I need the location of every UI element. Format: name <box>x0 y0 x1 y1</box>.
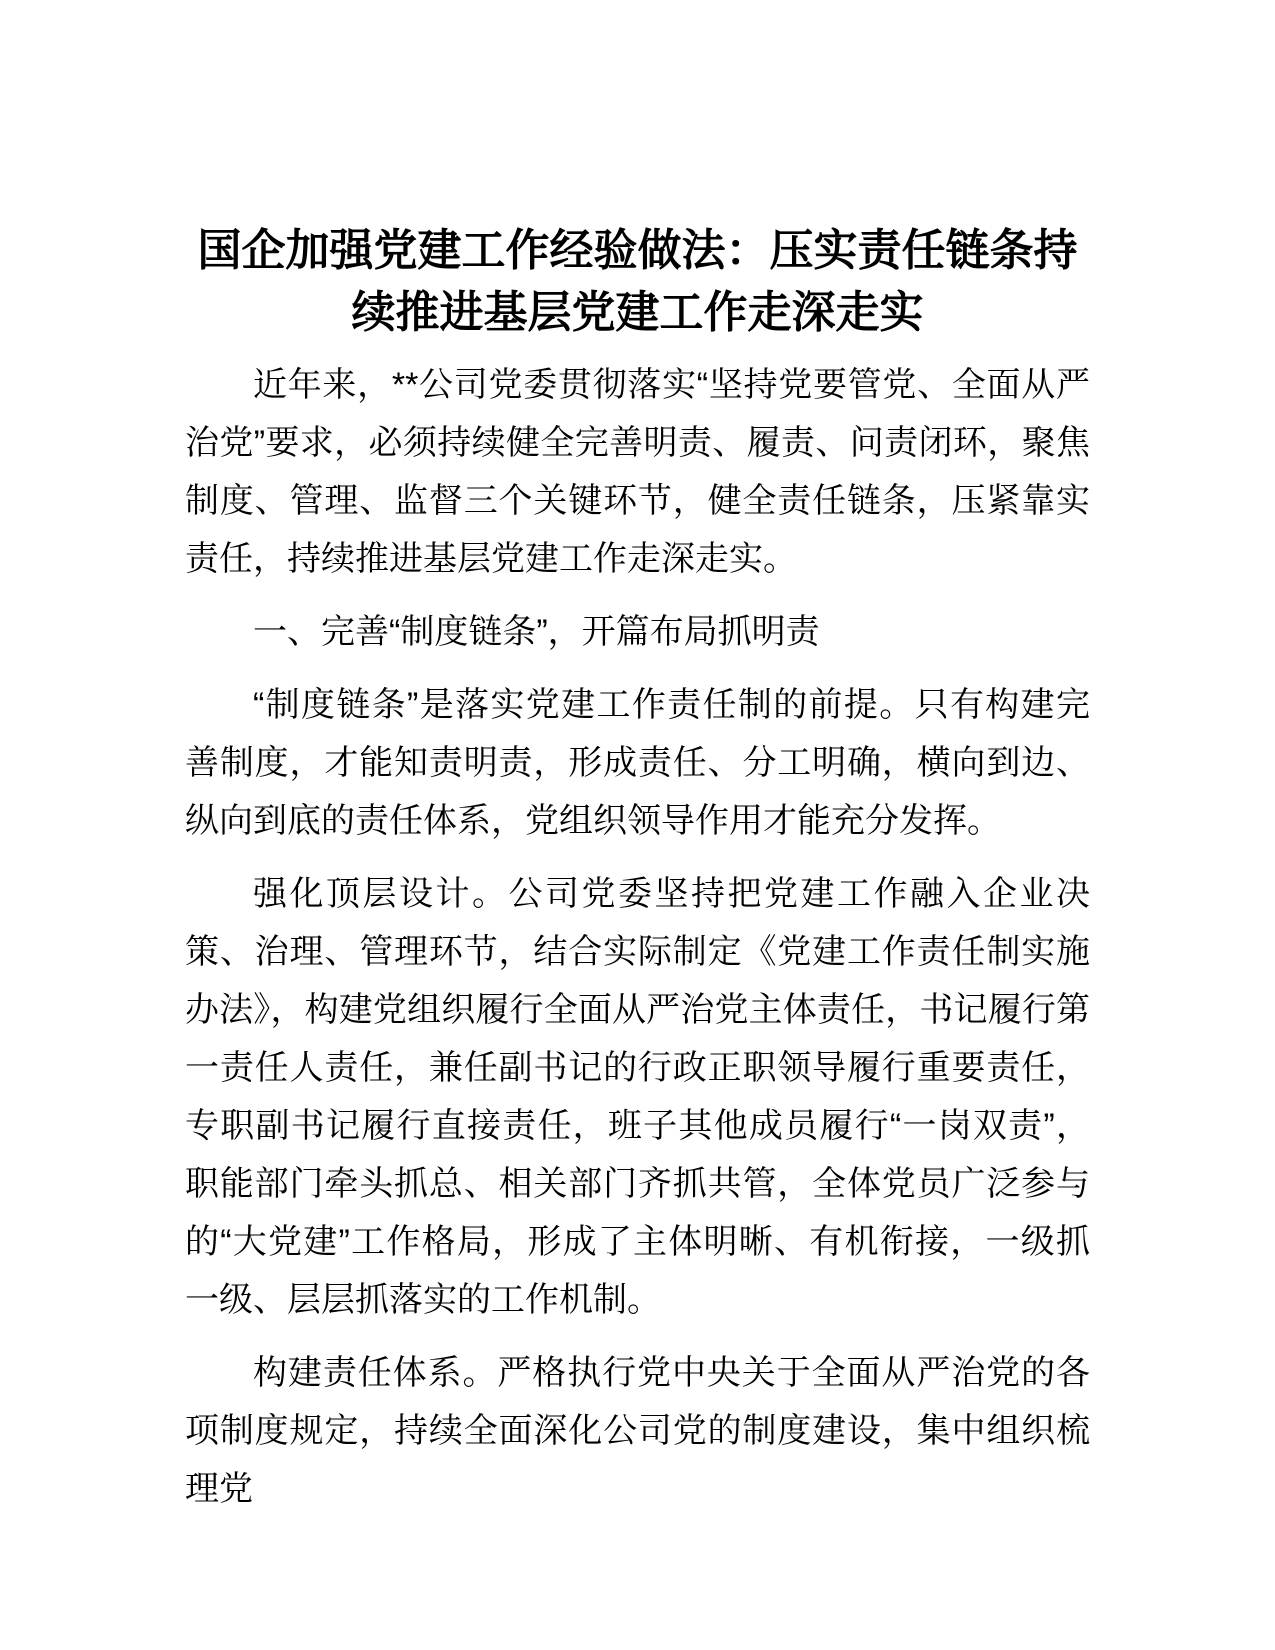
body-paragraph: 构建责任体系。严格执行党中央关于全面从严治党的各项制度规定，持续全面深化公司党的制度建设，集中组织梳理党 <box>185 1354 1090 1508</box>
section-heading: 一、完善“制度链条”，开篇布局抓明责 <box>253 613 820 651</box>
document-title: 国企加强党建工作经验做法：压实责任链条持续推进基层党建工作走深走实 <box>197 226 1078 337</box>
body-paragraph: 近年来，**公司党委贯彻落实“坚持党要管党、全面从严治党”要求，必须持续健全完善明责、履责、问责闭环，聚焦制度、管理、监督三个关键环节，健全责任链条，压紧靠实责任，持续推进基层党建工作走深走实。 <box>185 366 1090 578</box>
document-body <box>185 356 1090 1518</box>
body-paragraph: 强化顶层设计。公司党委坚持把党建工作融入企业决策、治理、管理环节，结合实际制定《党建工作责任制实施办法》，构建党组织履行全面从严治党主体责任，书记履行第一责任人责任，兼任副书记的行政正职领导履行重要责任，专职副书记履行直接责任，班子其他成员履行“一岗双责”，职能部门牵头抓总、相关部门齐抓共管，全体党员广泛参与的“大党建”工作格局，形成了主体明晰、有机衔接，一级抓一级、层层抓落实的工作机制。 <box>185 875 1090 1319</box>
body-paragraph: “制度链条”是落实党建工作责任制的前提。只有构建完善制度，才能知责明责，形成责任、分工明确，横向到边、纵向到底的责任体系，党组织领导作用才能充分发挥。 <box>185 686 1090 840</box>
